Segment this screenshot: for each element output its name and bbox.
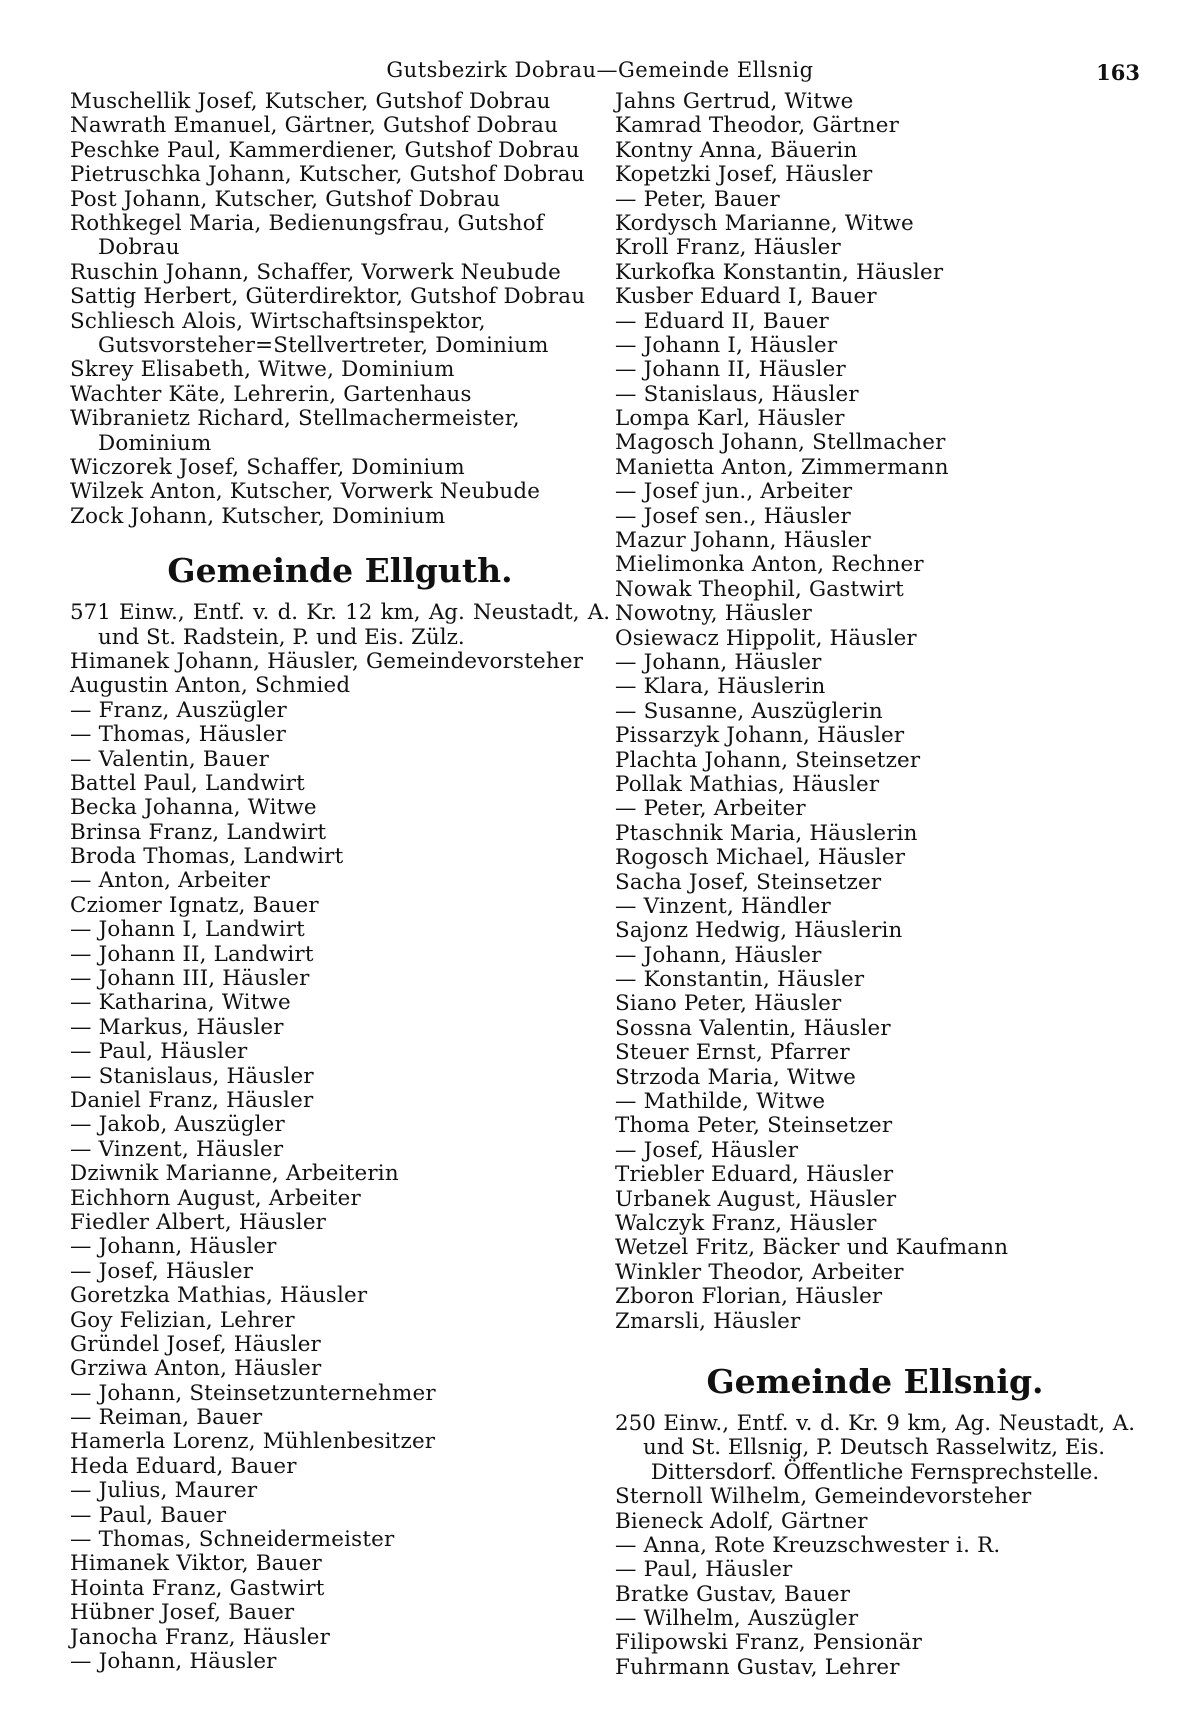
list-item: Kontny Anna, Bäuerin (615, 137, 858, 163)
list-item: Filipowski Franz, Pensionär (615, 1630, 923, 1656)
list-item: Goy Felizian, Lehrer (70, 1307, 295, 1333)
section-meta-ellguth: 571 Einw., Entf. v. d. Kr. 12 km, Ag. Neustadt, A. und St. Radstein, P. und Eis. Zülz. (70, 600, 610, 650)
list-item: Gründel Josef, Häusler (70, 1331, 321, 1357)
list-item: — Valentin, Bauer (70, 746, 270, 772)
list-item: — Anton, Arbeiter (70, 868, 271, 894)
list-item: Himanek Johann, Häusler, Gemeindevorsteher (70, 648, 584, 674)
list-item: — Stanislaus, Häusler (615, 381, 859, 407)
list-item: Skrey Elisabeth, Witwe, Dominium (70, 357, 455, 383)
right-column (615, 90, 1135, 1680)
list-item: Rothkegel Maria, Bedienungsfrau, Gutshof Dobrau (70, 210, 544, 261)
list-item: Zock Johann, Kutscher, Dominium (70, 503, 446, 529)
list-item: Schliesch Alois, Wirtschaftsinspektor, Gutsvorsteher=Stellvertreter, Dominium (70, 308, 549, 358)
list-item: — Franz, Auszügler (70, 697, 287, 723)
list-item: Grziwa Anton, Häusler (70, 1356, 322, 1382)
list-item: Wiczorek Josef, Schaffer, Dominium (70, 454, 465, 480)
list-item: — Johann, Häusler (70, 1234, 277, 1260)
list-item: — Konstantin, Häusler (615, 967, 865, 993)
list-item: — Johann, Häusler (615, 942, 822, 968)
list-item: Nowotny, Häusler (615, 601, 813, 627)
list-item: Wibranietz Richard, Stellmachermeister, Dominium (70, 406, 520, 456)
list-item: Sattig Herbert, Güterdirektor, Gutshof Dobrau (70, 284, 586, 310)
list-item: Ptaschnik Maria, Häuslerin (615, 820, 918, 846)
list-item: — Johann III, Häusler (70, 966, 310, 992)
list-item: — Johann I, Landwirt (70, 917, 305, 943)
list-item: Fuhrmann Gustav, Lehrer (615, 1654, 900, 1680)
list-item: Sacha Josef, Steinsetzer (615, 869, 882, 895)
list-item: Becka Johanna, Witwe (70, 795, 317, 821)
list-item: Kordysch Marianne, Witwe (615, 210, 914, 236)
section-meta-ellsnig-line2: Dittersdorf. Öffentliche Fernsprechstelle. (650, 1459, 1100, 1485)
ellguth-residents-list-continued (615, 90, 1135, 1334)
ellguth-residents-list (70, 650, 610, 1674)
list-item: Kamrad Theodor, Gärtner (615, 113, 900, 139)
list-item: Brinsa Franz, Landwirt (70, 819, 327, 845)
list-item: Hübner Josef, Bauer (70, 1600, 295, 1626)
list-item: — Johann, Häusler (70, 1648, 277, 1674)
list-item: Bieneck Adolf, Gärtner (615, 1508, 868, 1534)
list-item: Heda Eduard, Bauer (70, 1453, 297, 1479)
list-item: — Peter, Arbeiter (615, 796, 806, 822)
list-item: Broda Thomas, Landwirt (70, 844, 344, 870)
list-item: Pissarzyk Johann, Häusler (615, 723, 905, 749)
list-item: Fiedler Albert, Häusler (70, 1209, 327, 1235)
list-item: — Paul, Häusler (615, 1557, 793, 1583)
list-item: Walczyk Franz, Häusler (615, 1210, 877, 1236)
list-item: Eichhorn August, Arbeiter (70, 1185, 361, 1211)
section-heading-ellsnig: Gemeinde Ellsnig. (706, 1361, 1044, 1401)
list-item: Mielimonka Anton, Rechner (615, 552, 924, 578)
list-item: Kusber Eduard I, Bauer (615, 284, 877, 310)
ellsnig-residents-list (615, 1485, 1135, 1680)
list-item: Steuer Ernst, Pfarrer (615, 1040, 850, 1066)
list-item: — Susanne, Auszüglerin (615, 698, 883, 724)
section-meta-ellsnig-line1: 250 Einw., Entf. v. d. Kr. 9 km, Ag. Neustadt, A. und St. Ellsnig, P. Deutsch Rasselwitz, Eis. (615, 1410, 1135, 1461)
list-item: — Paul, Häusler (70, 1039, 248, 1065)
list-item: Cziomer Ignatz, Bauer (70, 892, 319, 918)
list-item: Sajonz Hedwig, Häuslerin (615, 918, 903, 944)
list-item: Ruschin Johann, Schaffer, Vorwerk Neubude (70, 259, 562, 285)
list-item: Strzoda Maria, Witwe (615, 1064, 856, 1090)
list-item: — Klara, Häuslerin (615, 674, 826, 700)
list-item: Rogosch Michael, Häusler (615, 845, 906, 871)
list-item: — Paul, Bauer (70, 1502, 227, 1528)
list-item: Mazur Johann, Häusler (615, 528, 871, 554)
list-item: — Johann, Häusler (615, 649, 822, 675)
list-item: — Josef, Häusler (615, 1137, 799, 1163)
list-item: — Eduard II, Bauer (615, 308, 829, 334)
left-column (70, 90, 610, 1674)
list-item: — Katharina, Witwe (70, 990, 291, 1016)
list-item: Nowak Theophil, Gastwirt (615, 576, 904, 602)
list-item: — Julius, Maurer (70, 1478, 258, 1504)
list-item: Himanek Viktor, Bauer (70, 1551, 322, 1577)
list-item: — Stanislaus, Häusler (70, 1063, 314, 1089)
list-item: Kroll Franz, Häusler (615, 235, 841, 261)
list-item: — Vinzent, Häusler (70, 1136, 284, 1162)
list-item: Goretzka Mathias, Häusler (70, 1283, 368, 1309)
list-item: Wilzek Anton, Kutscher, Vorwerk Neubude (70, 479, 541, 505)
list-item: Sossna Valentin, Häusler (615, 1015, 891, 1041)
list-item: Peschke Paul, Kammerdiener, Gutshof Dobrau (70, 137, 580, 163)
list-item: Post Johann, Kutscher, Gutshof Dobrau (70, 186, 501, 212)
list-item: Dziwnik Marianne, Arbeiterin (70, 1161, 399, 1187)
list-item: Kurkofka Konstantin, Häusler (615, 259, 944, 285)
list-item: Janocha Franz, Häusler (70, 1624, 331, 1650)
list-item: Thoma Peter, Steinsetzer (615, 1113, 893, 1139)
list-item: — Vinzent, Händler (615, 893, 831, 919)
list-item: Hamerla Lorenz, Mühlenbesitzer (70, 1429, 436, 1455)
list-item: — Reiman, Bauer (70, 1405, 263, 1431)
list-item: Zmarsli, Häusler (615, 1308, 801, 1334)
gutsbezirk-dobrau-list (70, 90, 610, 529)
list-item: Siano Peter, Häusler (615, 991, 842, 1017)
list-item: Winkler Theodor, Arbeiter (615, 1259, 904, 1285)
list-item: — Josef, Häusler (70, 1258, 254, 1284)
list-item: — Thomas, Schneidermeister (70, 1527, 395, 1553)
list-item: Hointa Franz, Gastwirt (70, 1575, 325, 1601)
list-item: Sternoll Wilhelm, Gemeindevorsteher (615, 1484, 1032, 1510)
list-item: Lompa Karl, Häusler (615, 406, 845, 432)
list-item: — Thomas, Häusler (70, 722, 287, 748)
list-item: — Johann II, Häusler (615, 357, 846, 383)
list-item: Wachter Käte, Lehrerin, Gartenhaus (70, 381, 472, 407)
list-item: Plachta Johann, Steinsetzer (615, 747, 921, 773)
list-item: Triebler Eduard, Häusler (615, 1162, 894, 1188)
list-item: Muschellik Josef, Kutscher, Gutshof Dobrau (70, 89, 551, 114)
list-item: Daniel Franz, Häusler (70, 1087, 314, 1113)
list-item: — Markus, Häusler (70, 1014, 284, 1040)
list-item: — Josef jun., Arbeiter (615, 479, 853, 505)
list-item: Kopetzki Josef, Häusler (615, 162, 873, 188)
list-item: — Peter, Bauer (615, 186, 780, 212)
list-item: Magosch Johann, Stellmacher (615, 430, 946, 456)
page-number: 163 (1096, 60, 1140, 85)
list-item: Wetzel Fritz, Bäcker und Kaufmann (615, 1235, 1009, 1261)
list-item: — Mathilde, Witwe (615, 1089, 826, 1115)
list-item: — Wilhelm, Auszügler (615, 1606, 859, 1632)
list-item: — Johann, Steinsetzunternehmer (70, 1380, 436, 1406)
list-item: Jahns Gertrud, Witwe (615, 89, 854, 114)
list-item: Nawrath Emanuel, Gärtner, Gutshof Dobrau (70, 113, 559, 139)
list-item: Pollak Mathias, Häusler (615, 771, 880, 797)
list-item: Pietruschka Johann, Kutscher, Gutshof Dobrau (70, 162, 585, 188)
section-heading-ellguth: Gemeinde Ellguth. (167, 551, 513, 591)
page-header (60, 58, 1140, 88)
list-item: — Josef sen., Häusler (615, 503, 851, 529)
list-item: Zboron Florian, Häusler (615, 1284, 883, 1310)
running-title: Gutsbezirk Dobrau—Gemeinde Ellsnig (386, 58, 814, 82)
list-item: Manietta Anton, Zimmermann (615, 454, 949, 480)
list-item: Osiewacz Hippolit, Häusler (615, 625, 917, 651)
list-item: Augustin Anton, Schmied (70, 673, 351, 699)
list-item: — Jakob, Auszügler (70, 1112, 285, 1138)
list-item: — Johann I, Häusler (615, 332, 838, 358)
list-item: — Johann II, Landwirt (70, 941, 314, 967)
list-item: — Anna, Rote Kreuzschwester i. R. (615, 1532, 1001, 1558)
list-item: Urbanek August, Häusler (615, 1186, 897, 1212)
list-item: Battel Paul, Landwirt (70, 770, 305, 796)
list-item: Bratke Gustav, Bauer (615, 1581, 851, 1607)
